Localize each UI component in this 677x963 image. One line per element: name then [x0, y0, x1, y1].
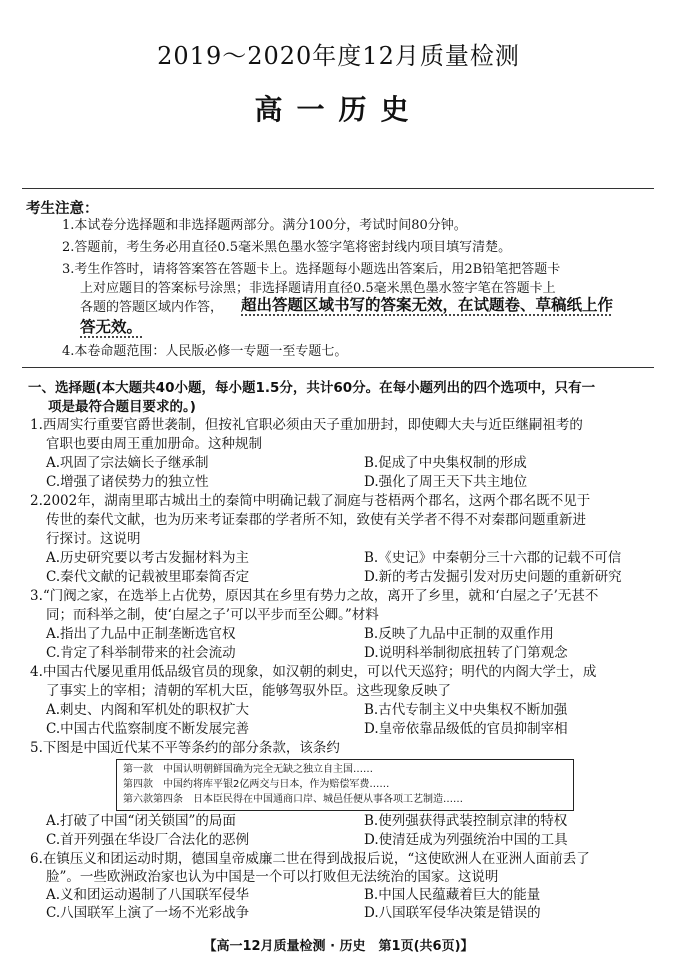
option-b: B.促成了中央集权制的形成 — [364, 455, 527, 471]
page-footer: 【高一12月质量检测 · 历史 第1页(共6页)】 — [203, 939, 474, 954]
question-stem: 了事实上的宰相；清朝的军机大臣，能够驾驭外臣。这些现象反映了 — [46, 683, 451, 699]
question-stem: 官职也要由周王重加册命。这种规制 — [46, 436, 262, 452]
option-c: C.增强了诸侯势力的独立性 — [46, 474, 209, 490]
option-b: B.《史记》中秦朝分三十六郡的记载不可信 — [364, 550, 622, 566]
option-b: B.反映了九品中正制的双重作用 — [364, 626, 554, 642]
option-a: A.打破了中国“闭关锁国”的局面 — [46, 813, 236, 829]
option-d: D.八国联军侵华决策是错误的 — [364, 905, 541, 921]
question-stem: 脸”。一些欧洲政治家也认为中国是一个可以打败但无法统治的国家。这说明 — [46, 869, 499, 885]
question-stem: 5.下图是中国近代某不平等条约的部分条款，该条约 — [30, 740, 340, 756]
question-stem: 行探讨。这说明 — [46, 531, 141, 547]
option-c: C.八国联军上演了一场不光彩战争 — [46, 905, 250, 921]
option-a: A.刺史、内阁和军机处的职权扩大 — [46, 702, 250, 718]
treaty-clause: 第四款 中国约将库平银2亿两交与日本，作为赔偿军费…… — [123, 779, 390, 790]
option-a: A.义和团运动遏制了八国联军侵华 — [46, 887, 250, 903]
treaty-excerpt-box — [116, 759, 574, 811]
option-c: C.秦代文献的记载被里耶秦简否定 — [46, 569, 250, 585]
option-a: A.历史研究要以考古发掘材料为主 — [46, 550, 250, 566]
notice-emphasis: 超出答题区域书写的答案无效，在试题卷、草稿纸上作 — [241, 296, 614, 314]
notice-emphasis: 答无效。 — [80, 318, 143, 336]
notice-item: 4.本卷命题范围：人民版必修一专题一至专题七。 — [62, 344, 348, 359]
option-d: D.皇帝依靠品级低的官员抑制宰相 — [364, 721, 568, 737]
option-d: D.强化了周王天下共主地位 — [364, 474, 528, 490]
top-divider — [22, 188, 654, 189]
option-a: A.巩固了宗法嫡长子继承制 — [46, 455, 209, 471]
question-stem: 4.中国古代屡见重用低品级官员的现象，如汉朝的刺史，可以代天巡狩；明代的内阁大学士，成 — [30, 664, 597, 680]
treaty-clause: 第六款第四条 日本臣民得在中国通商口岸、城邑任便从事各项工艺制造…… — [123, 794, 463, 805]
notice-item: 上对应题目的答案标号涂黑；非选择题请用直径0.5毫米黑色墨水签字笔在答题卡上 — [80, 281, 556, 296]
exam-subject: 高一历史 — [254, 93, 423, 126]
notice-item: 各题的答题区域内作答， — [80, 300, 224, 315]
option-d: D.说明科举制彻底扭转了门第观念 — [364, 645, 568, 661]
option-d: D.新的考古发掘引发对历史问题的重新研究 — [364, 569, 622, 585]
question-stem: 1.西周实行重要官爵世袭制，但按礼官职必须由天子重加册封，即使卿大夫与近臣继嗣祖考的 — [30, 417, 583, 433]
option-c: C.肯定了科举制带来的社会流动 — [46, 645, 236, 661]
question-stem: 3.“门阀之家，在选举上占优势，原因其在乡里有势力之故，离开了乡里，就和‘白屋之子’无甚不 — [30, 588, 599, 604]
question-stem: 2.2002年，湖南里耶古城出土的秦简中明确记载了洞庭与苍梧两个郡名，这两个郡名既不见于 — [30, 493, 591, 509]
section-instructions: 一、选择题(本大题共40小题，每小题1.5分，共计60分。在每小题列出的四个选项中，只有一 — [28, 380, 596, 396]
notice-item: 2.答题前，考生务必用直径0.5毫米黑色墨水签字笔将密封线内项目填写清楚。 — [62, 240, 512, 255]
middle-divider — [22, 367, 654, 368]
option-b: B.使列强获得武装控制京津的特权 — [364, 813, 568, 829]
option-c: C.中国古代监察制度不断发展完善 — [46, 721, 250, 737]
treaty-clause: 第一款 中国认明朝鲜国确为完全无缺之独立自主国…… — [123, 764, 373, 775]
section-instructions: 项是最符合题目要求的。) — [48, 399, 196, 415]
question-stem: 传世的秦代文献，也为历来考证秦郡的学者所不知，致使有关学者不得不对秦郡问题重新进 — [46, 512, 586, 528]
notice-heading: 考生注意： — [26, 201, 99, 217]
notice-item: 3.考生作答时，请将答案答在答题卡上。选择题每小题选出答案后，用2B铅笔把答题卡 — [62, 262, 561, 277]
question-stem: 同；而科举之制，使‘白屋之子’可以平步而至公卿。”材料 — [46, 607, 379, 623]
option-d: D.使清廷成为列强统治中国的工具 — [364, 832, 568, 848]
notice-item: 1.本试卷分选择题和非选择题两部分。满分100分，考试时间80分钟。 — [62, 218, 467, 233]
option-b: B.中国人民蕴藏着巨大的能量 — [364, 887, 541, 903]
question-stem: 6.在镇压义和团运动时期，德国皇帝威廉二世在得到战报后说，“这使欧洲人在亚洲人面前丢了 — [30, 851, 590, 867]
option-b: B.古代专制主义中央集权不断加强 — [364, 702, 568, 718]
exam-title: 2019～2020年度12月质量检测 — [157, 42, 520, 70]
option-a: A.指出了九品中正制垄断选官权 — [46, 626, 236, 642]
option-c: C.首开列强在华设厂合法化的恶例 — [46, 832, 250, 848]
